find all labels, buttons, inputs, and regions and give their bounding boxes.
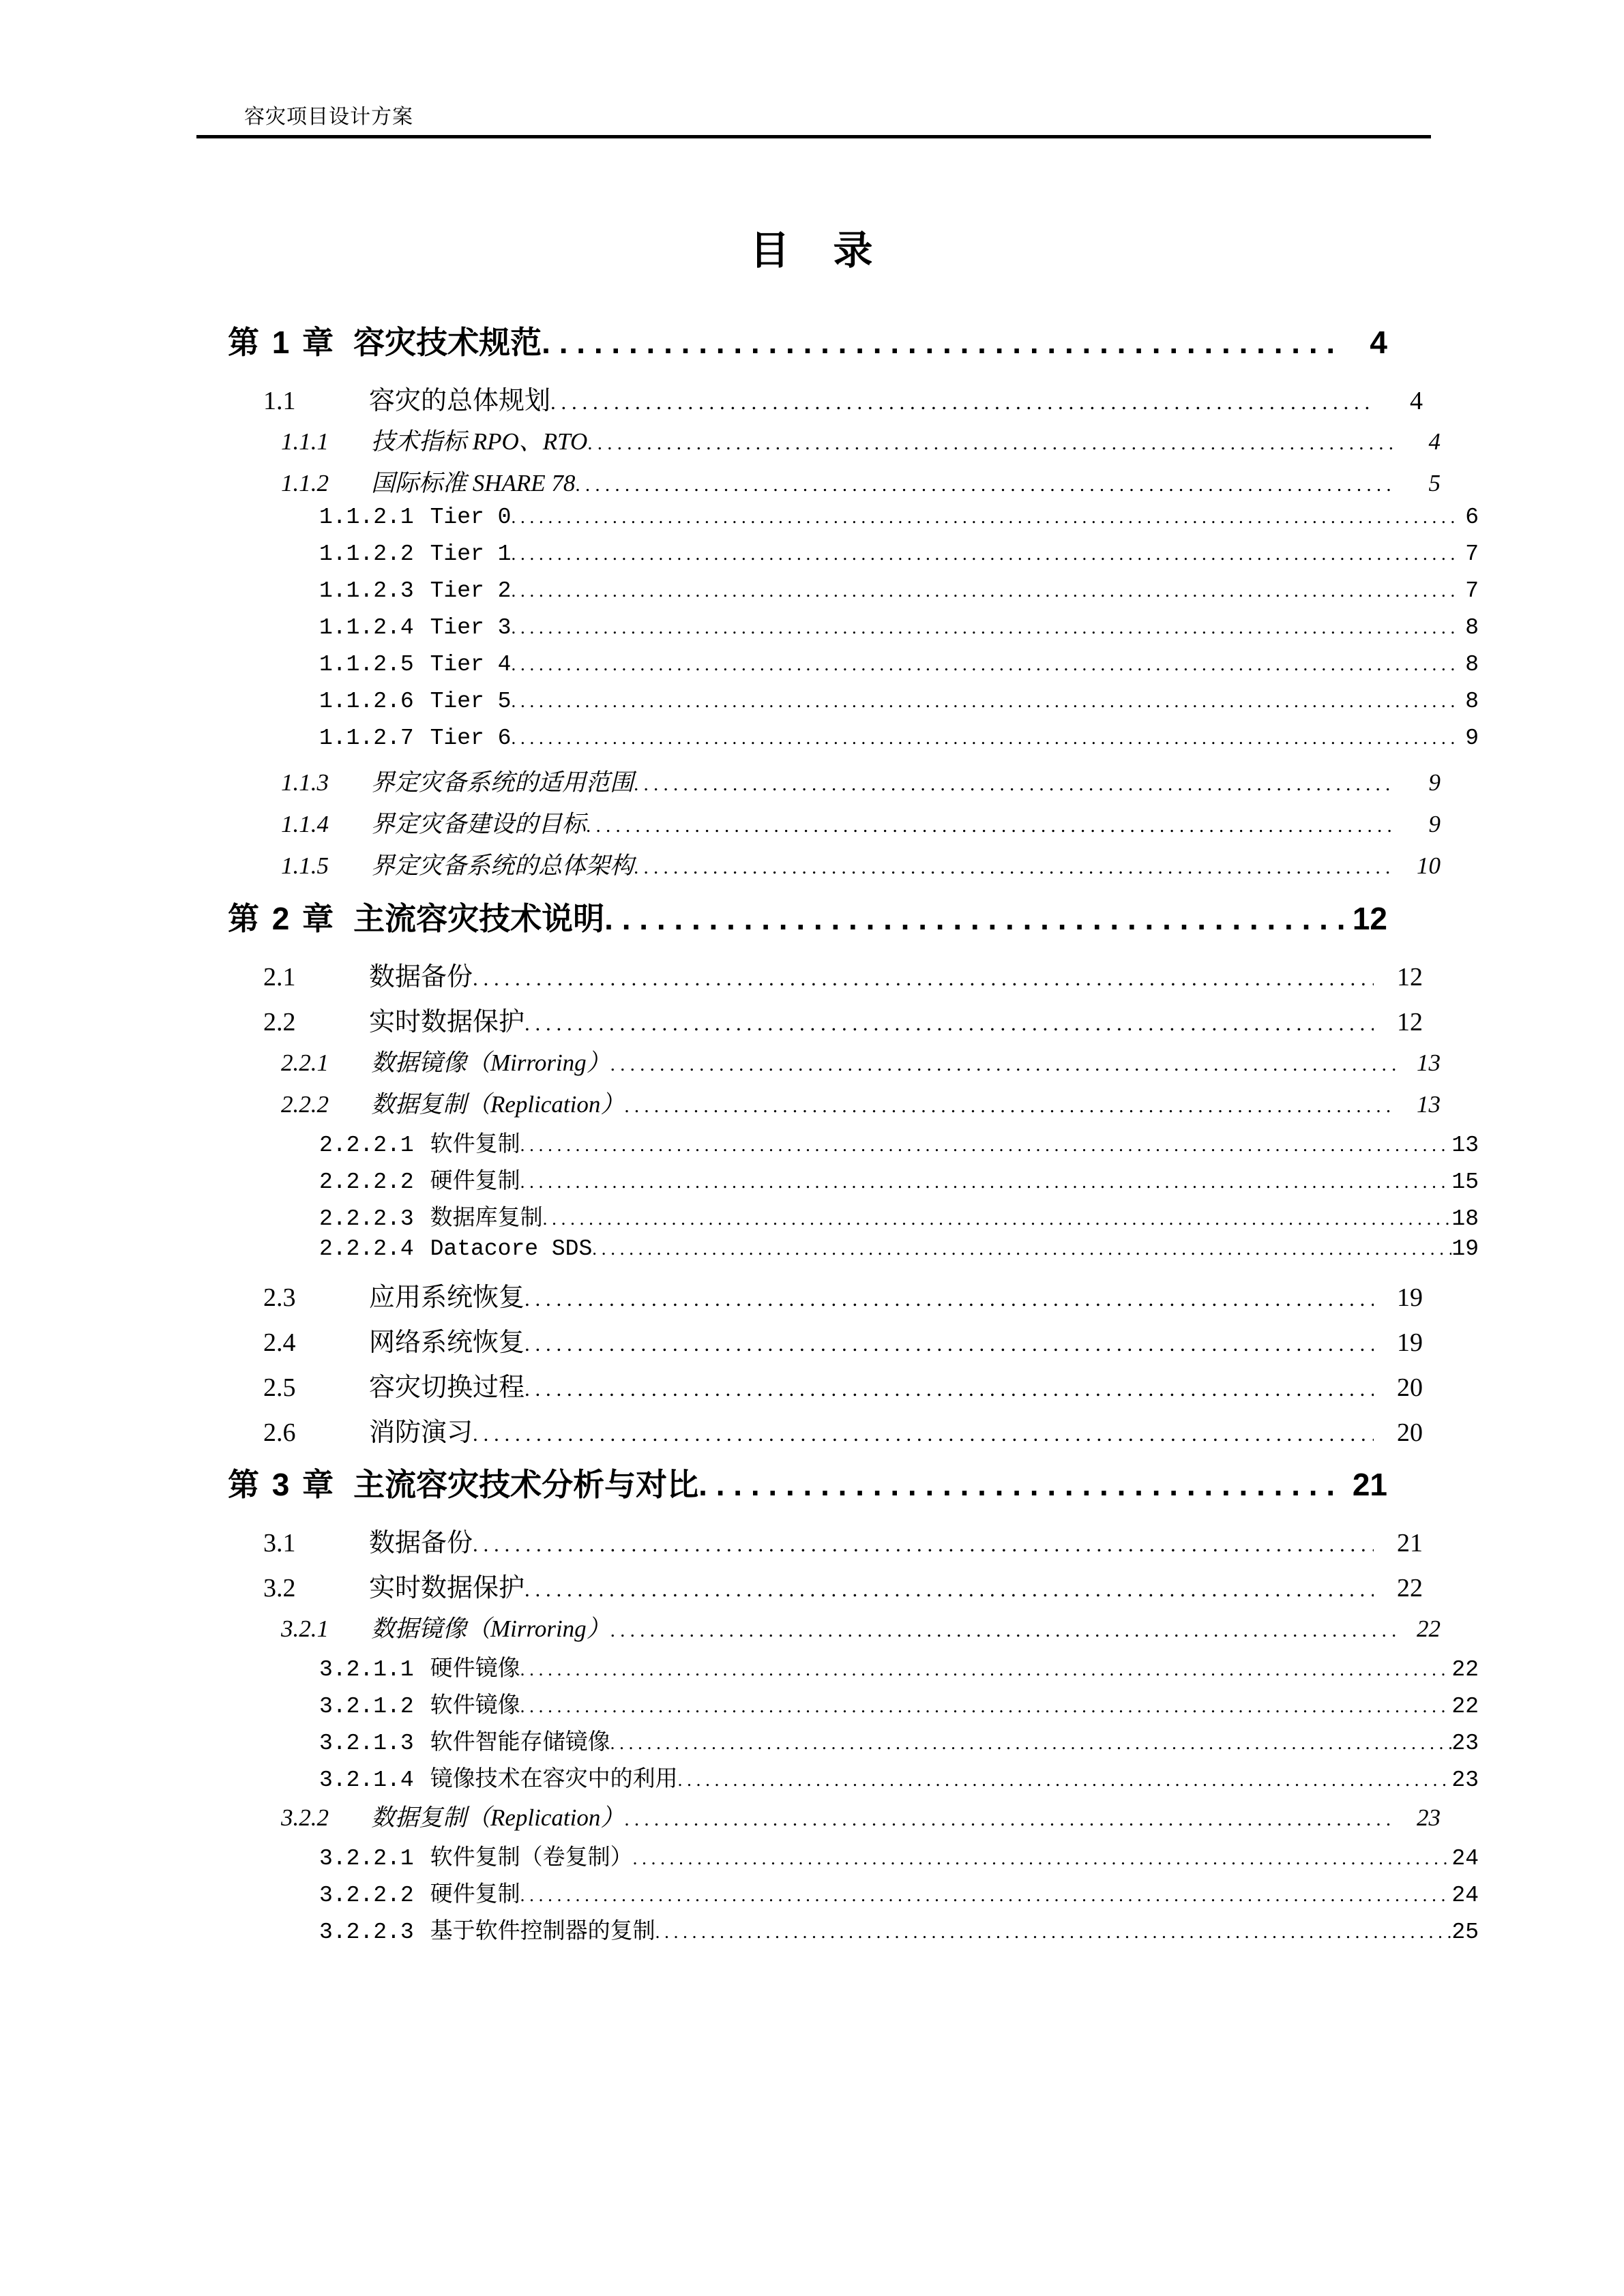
toc-entry-page-number: 22 — [1397, 1574, 1423, 1602]
toc-entry-number: 3.2.2 — [281, 1804, 329, 1831]
toc-entry-page-number: 10 — [1417, 852, 1441, 879]
toc-entry-number: 3.2 — [263, 1574, 296, 1602]
toc-entry-level-4[interactable] — [319, 1684, 1479, 1721]
toc-entry-number: 1.1.5 — [281, 852, 329, 879]
toc-entry-level-2[interactable] — [263, 1270, 1423, 1315]
toc-entry-number: 1.1.2.6 — [319, 689, 414, 714]
toc-entry-title: 国际标准 SHARE 78 — [371, 470, 576, 496]
toc-entry-number: 3.2.2.3 — [319, 1920, 414, 1945]
toc-entry-title: 数据库复制 — [430, 1206, 543, 1230]
toc-entry-page-number: 19 — [1451, 1236, 1479, 1262]
toc-entry-level-2[interactable] — [263, 1315, 1423, 1360]
toc-entry-number: 2.6 — [263, 1418, 296, 1447]
toc-entry-title: 数据镜像（Mirroring） — [371, 1049, 610, 1076]
toc-entry-level-4[interactable] — [319, 612, 1479, 649]
toc-leader-dots — [550, 390, 1374, 415]
toc-entry-page-number: 12 — [1352, 901, 1387, 936]
toc-entry-level-4[interactable] — [319, 1234, 1479, 1270]
toc-entry-number: 3.2.2.2 — [319, 1883, 414, 1908]
toc-entry-number: 2.2 — [263, 1008, 296, 1037]
toc-entry-title: Tier 3 — [430, 615, 512, 640]
toc-entry-title: 技术指标 RPO、RTO — [371, 428, 588, 455]
toc-entry-title: Datacore SDS — [430, 1236, 593, 1262]
toc-entry-title: Tier 0 — [430, 505, 512, 530]
toc-entry-number: 2.3 — [263, 1283, 296, 1312]
toc-entry-page-number: 20 — [1397, 1373, 1423, 1402]
toc-leader-dots — [624, 1095, 1396, 1118]
toc-entry-page-number: 6 — [1465, 505, 1479, 530]
toc-entry-page-number: 7 — [1465, 541, 1479, 567]
toc-entry-page-number: 4 — [1410, 387, 1423, 415]
toc-entry-page-number: 22 — [1451, 1694, 1479, 1719]
toc-leader-dots — [698, 1466, 1345, 1503]
toc-entry-title: 界定灾备系统的适用范围 — [371, 769, 634, 796]
page-title-left: 目 — [750, 228, 791, 273]
toc-leader-dots — [520, 1659, 1452, 1680]
toc-leader-dots — [511, 580, 1454, 601]
toc-entry-title: 数据镜像（Mirroring） — [371, 1615, 610, 1642]
toc-leader-dots — [586, 815, 1396, 837]
toc-entry-level-1[interactable] — [228, 308, 1387, 374]
toc-entry-number: 1.1.2.5 — [319, 652, 414, 677]
page-header — [196, 102, 1431, 138]
toc-entry-level-3[interactable] — [281, 1040, 1441, 1082]
toc-entry-title: 网络系统恢复 — [369, 1328, 525, 1357]
toc-entry-title: 消防演习 — [369, 1418, 473, 1447]
toc-entry-title: 软件复制 — [430, 1132, 520, 1157]
toc-entry-page-number: 13 — [1451, 1133, 1479, 1158]
toc-entry-number: 1.1 — [263, 387, 296, 415]
toc-entry-title: 软件复制（卷复制） — [430, 1845, 633, 1870]
toc-leader-dots — [525, 1377, 1374, 1401]
toc-entry-level-2[interactable] — [263, 374, 1423, 419]
toc-entry-number: 3.2.1.2 — [319, 1694, 414, 1719]
toc-entry-level-3[interactable] — [281, 1606, 1441, 1648]
toc-entry-level-4[interactable] — [319, 539, 1479, 576]
toc-leader-dots — [655, 1922, 1452, 1943]
toc-leader-dots — [473, 1532, 1374, 1557]
toc-entry-number: 2.2.1 — [281, 1049, 329, 1076]
toc-leader-dots — [592, 1238, 1451, 1259]
toc-entry-number: 1.1.2.7 — [319, 726, 414, 751]
toc-entry-page-number: 23 — [1451, 1768, 1479, 1793]
toc-leader-dots — [511, 691, 1454, 712]
toc-entry-title: 基于软件控制器的复制 — [430, 1919, 655, 1943]
toc-entry-title: 实时数据保护 — [369, 1574, 525, 1602]
table-of-contents — [228, 308, 1479, 1947]
toc-entry-number: 1.1.4 — [281, 811, 329, 837]
toc-entry-page-number: 4 — [1428, 428, 1441, 455]
toc-entry-level-3[interactable] — [281, 460, 1441, 502]
toc-leader-dots — [525, 1287, 1374, 1311]
toc-leader-dots — [610, 1733, 1452, 1754]
toc-entry-level-3[interactable] — [281, 1795, 1441, 1836]
header-divider-rule — [196, 135, 1431, 138]
toc-entry-title: 主流容灾技术分析与对比 — [353, 1467, 699, 1502]
toc-leader-dots — [542, 324, 1345, 361]
toc-entry-title: Tier 6 — [430, 726, 512, 751]
page-title — [0, 218, 1624, 275]
toc-leader-dots — [520, 1696, 1452, 1717]
toc-entry-title: Tier 2 — [430, 578, 512, 603]
toc-entry-level-2[interactable] — [263, 995, 1423, 1040]
toc-leader-dots — [604, 900, 1345, 937]
toc-entry-title: 界定灾备建设的目标 — [371, 811, 587, 837]
toc-entry-page-number: 8 — [1465, 615, 1479, 640]
toc-leader-dots — [624, 1808, 1396, 1831]
toc-leader-dots — [525, 1577, 1374, 1602]
toc-entry-level-4[interactable] — [319, 1648, 1479, 1684]
toc-entry-page-number: 18 — [1451, 1206, 1479, 1232]
toc-entry-level-3[interactable] — [281, 1082, 1441, 1123]
toc-entry-level-2[interactable] — [263, 1561, 1423, 1606]
toc-entry-title: Tier 5 — [430, 689, 512, 714]
toc-entry-number: 2.2.2 — [281, 1091, 329, 1118]
toc-entry-level-2[interactable] — [263, 950, 1423, 995]
toc-entry-page-number: 23 — [1417, 1804, 1441, 1831]
toc-entry-number: 2.4 — [263, 1328, 296, 1357]
toc-entry-level-4[interactable] — [319, 1836, 1479, 1873]
toc-entry-title: 容灾技术规范 — [353, 325, 542, 360]
toc-leader-dots — [634, 856, 1396, 879]
toc-entry-page-number: 7 — [1465, 578, 1479, 603]
toc-entry-page-number: 19 — [1397, 1328, 1423, 1357]
toc-entry-number: 1.1.2.2 — [319, 541, 414, 567]
toc-entry-number: 1.1.2 — [281, 470, 329, 496]
toc-entry-number: 3.1 — [263, 1529, 296, 1557]
toc-entry-page-number: 24 — [1451, 1883, 1479, 1908]
toc-leader-dots — [543, 1208, 1452, 1229]
toc-leader-dots — [511, 543, 1454, 565]
toc-leader-dots — [610, 1620, 1396, 1642]
toc-entry-title: 主流容灾技术说明 — [353, 901, 605, 936]
toc-entry-title: 数据备份 — [369, 963, 473, 992]
toc-entry-page-number: 15 — [1451, 1169, 1479, 1195]
toc-entry-page-number: 8 — [1465, 689, 1479, 714]
toc-entry-page-number: 4 — [1370, 325, 1387, 360]
toc-entry-title: 软件智能存储镜像 — [430, 1730, 610, 1755]
toc-entry-title: 数据复制（Replication） — [371, 1091, 625, 1118]
toc-entry-number: 3.2.1.3 — [319, 1731, 414, 1756]
toc-leader-dots — [511, 617, 1454, 638]
toc-entry-title: 硬件复制 — [430, 1169, 520, 1193]
toc-entry-number: 2.2.2.4 — [319, 1236, 414, 1262]
toc-entry-page-number: 8 — [1465, 652, 1479, 677]
toc-entry-number: 1.1.3 — [281, 769, 329, 796]
toc-entry-title: Tier 4 — [430, 652, 512, 677]
toc-entry-number: 1.1.2.1 — [319, 505, 414, 530]
toc-leader-dots — [610, 1054, 1396, 1076]
toc-entry-number: 1.1.2.3 — [319, 578, 414, 603]
toc-entry-title: 容灾切换过程 — [369, 1373, 525, 1402]
toc-leader-dots — [511, 728, 1454, 749]
toc-entry-number: 3.2.2.1 — [319, 1846, 414, 1871]
toc-entry-number: 2.2.2.2 — [319, 1169, 414, 1195]
toc-entry-page-number: 25 — [1451, 1920, 1479, 1945]
toc-leader-dots — [525, 1011, 1374, 1036]
toc-leader-dots — [473, 1422, 1374, 1446]
toc-entry-page-number: 21 — [1352, 1467, 1387, 1502]
toc-entry-title: 数据备份 — [369, 1529, 473, 1557]
toc-entry-level-3[interactable] — [281, 843, 1441, 884]
toc-entry-page-number: 12 — [1397, 1008, 1423, 1037]
toc-entry-level-3[interactable] — [281, 801, 1441, 843]
toc-entry-level-2[interactable] — [263, 1360, 1423, 1405]
toc-entry-title: 实时数据保护 — [369, 1008, 525, 1037]
toc-entry-level-4[interactable] — [319, 502, 1479, 539]
toc-entry-level-4[interactable] — [319, 1910, 1479, 1947]
toc-entry-page-number: 5 — [1428, 470, 1441, 496]
toc-entry-number: 1.1.2.4 — [319, 615, 414, 640]
running-header-title: 容灾项目设计方案 — [244, 106, 413, 128]
toc-entry-title: Tier 1 — [430, 541, 512, 567]
toc-leader-dots — [520, 1172, 1452, 1193]
toc-entry-level-1[interactable] — [228, 1450, 1387, 1516]
toc-entry-number: 2.2.2.3 — [319, 1206, 414, 1232]
toc-entry-title: 数据复制（Replication） — [371, 1804, 625, 1831]
toc-entry-title: 镜像技术在容灾中的利用 — [430, 1767, 678, 1791]
toc-entry-page-number: 24 — [1451, 1846, 1479, 1871]
toc-entry-number: 2.1 — [263, 963, 296, 992]
toc-entry-number: 第 1 章 — [228, 325, 336, 360]
toc-leader-dots — [520, 1135, 1452, 1156]
toc-entry-level-4[interactable] — [319, 723, 1479, 760]
toc-entry-level-4[interactable] — [319, 1123, 1479, 1160]
toc-entry-page-number: 12 — [1397, 963, 1423, 992]
toc-entry-number: 3.2.1.4 — [319, 1768, 414, 1793]
toc-entry-page-number: 22 — [1451, 1657, 1479, 1682]
toc-entry-level-4[interactable] — [319, 1197, 1479, 1234]
toc-entry-number: 2.5 — [263, 1373, 296, 1402]
toc-entry-page-number: 13 — [1417, 1091, 1441, 1118]
toc-entry-level-4[interactable] — [319, 576, 1479, 612]
toc-entry-level-4[interactable] — [319, 1758, 1479, 1795]
toc-entry-page-number: 13 — [1417, 1049, 1441, 1076]
toc-entry-title: 应用系统恢复 — [369, 1283, 525, 1312]
toc-entry-level-4[interactable] — [319, 686, 1479, 723]
toc-entry-page-number: 20 — [1397, 1418, 1423, 1447]
toc-entry-title: 硬件镜像 — [430, 1656, 520, 1681]
toc-leader-dots — [633, 1848, 1452, 1869]
toc-leader-dots — [678, 1770, 1452, 1791]
toc-entry-level-4[interactable] — [319, 1160, 1479, 1197]
toc-entry-page-number: 19 — [1397, 1283, 1423, 1312]
toc-entry-title: 软件镜像 — [430, 1693, 520, 1718]
toc-entry-title: 硬件复制 — [430, 1882, 520, 1907]
toc-entry-title: 界定灾备系统的总体架构 — [371, 852, 634, 879]
toc-entry-number: 3.2.1 — [281, 1615, 329, 1642]
toc-leader-dots — [634, 773, 1396, 796]
toc-leader-dots — [587, 432, 1396, 455]
toc-entry-level-3[interactable] — [281, 419, 1441, 460]
toc-entry-level-2[interactable] — [263, 1405, 1423, 1450]
toc-entry-page-number: 22 — [1417, 1615, 1441, 1642]
toc-leader-dots — [525, 1332, 1374, 1356]
toc-entry-number: 第 2 章 — [228, 901, 336, 936]
page-title-right: 录 — [833, 228, 874, 273]
toc-entry-level-4[interactable] — [319, 1873, 1479, 1910]
toc-entry-level-4[interactable] — [319, 1721, 1479, 1758]
toc-entry-level-3[interactable] — [281, 760, 1441, 801]
toc-entry-page-number: 9 — [1428, 811, 1441, 837]
toc-leader-dots — [575, 474, 1396, 496]
toc-entry-level-4[interactable] — [319, 649, 1479, 686]
toc-entry-page-number: 9 — [1465, 726, 1479, 751]
toc-leader-dots — [520, 1885, 1452, 1906]
toc-entry-number: 1.1.1 — [281, 428, 329, 455]
toc-entry-level-2[interactable] — [263, 1516, 1423, 1561]
toc-leader-dots — [511, 507, 1454, 528]
toc-entry-number: 2.2.2.1 — [319, 1133, 414, 1158]
toc-entry-number: 第 3 章 — [228, 1467, 336, 1502]
toc-entry-page-number: 21 — [1397, 1529, 1423, 1557]
toc-leader-dots — [473, 966, 1374, 991]
toc-leader-dots — [511, 654, 1454, 675]
toc-entry-number: 3.2.1.1 — [319, 1657, 414, 1682]
toc-entry-level-1[interactable] — [228, 884, 1387, 950]
toc-entry-page-number: 23 — [1451, 1731, 1479, 1756]
toc-entry-title: 容灾的总体规划 — [369, 387, 551, 415]
toc-entry-page-number: 9 — [1428, 769, 1441, 796]
